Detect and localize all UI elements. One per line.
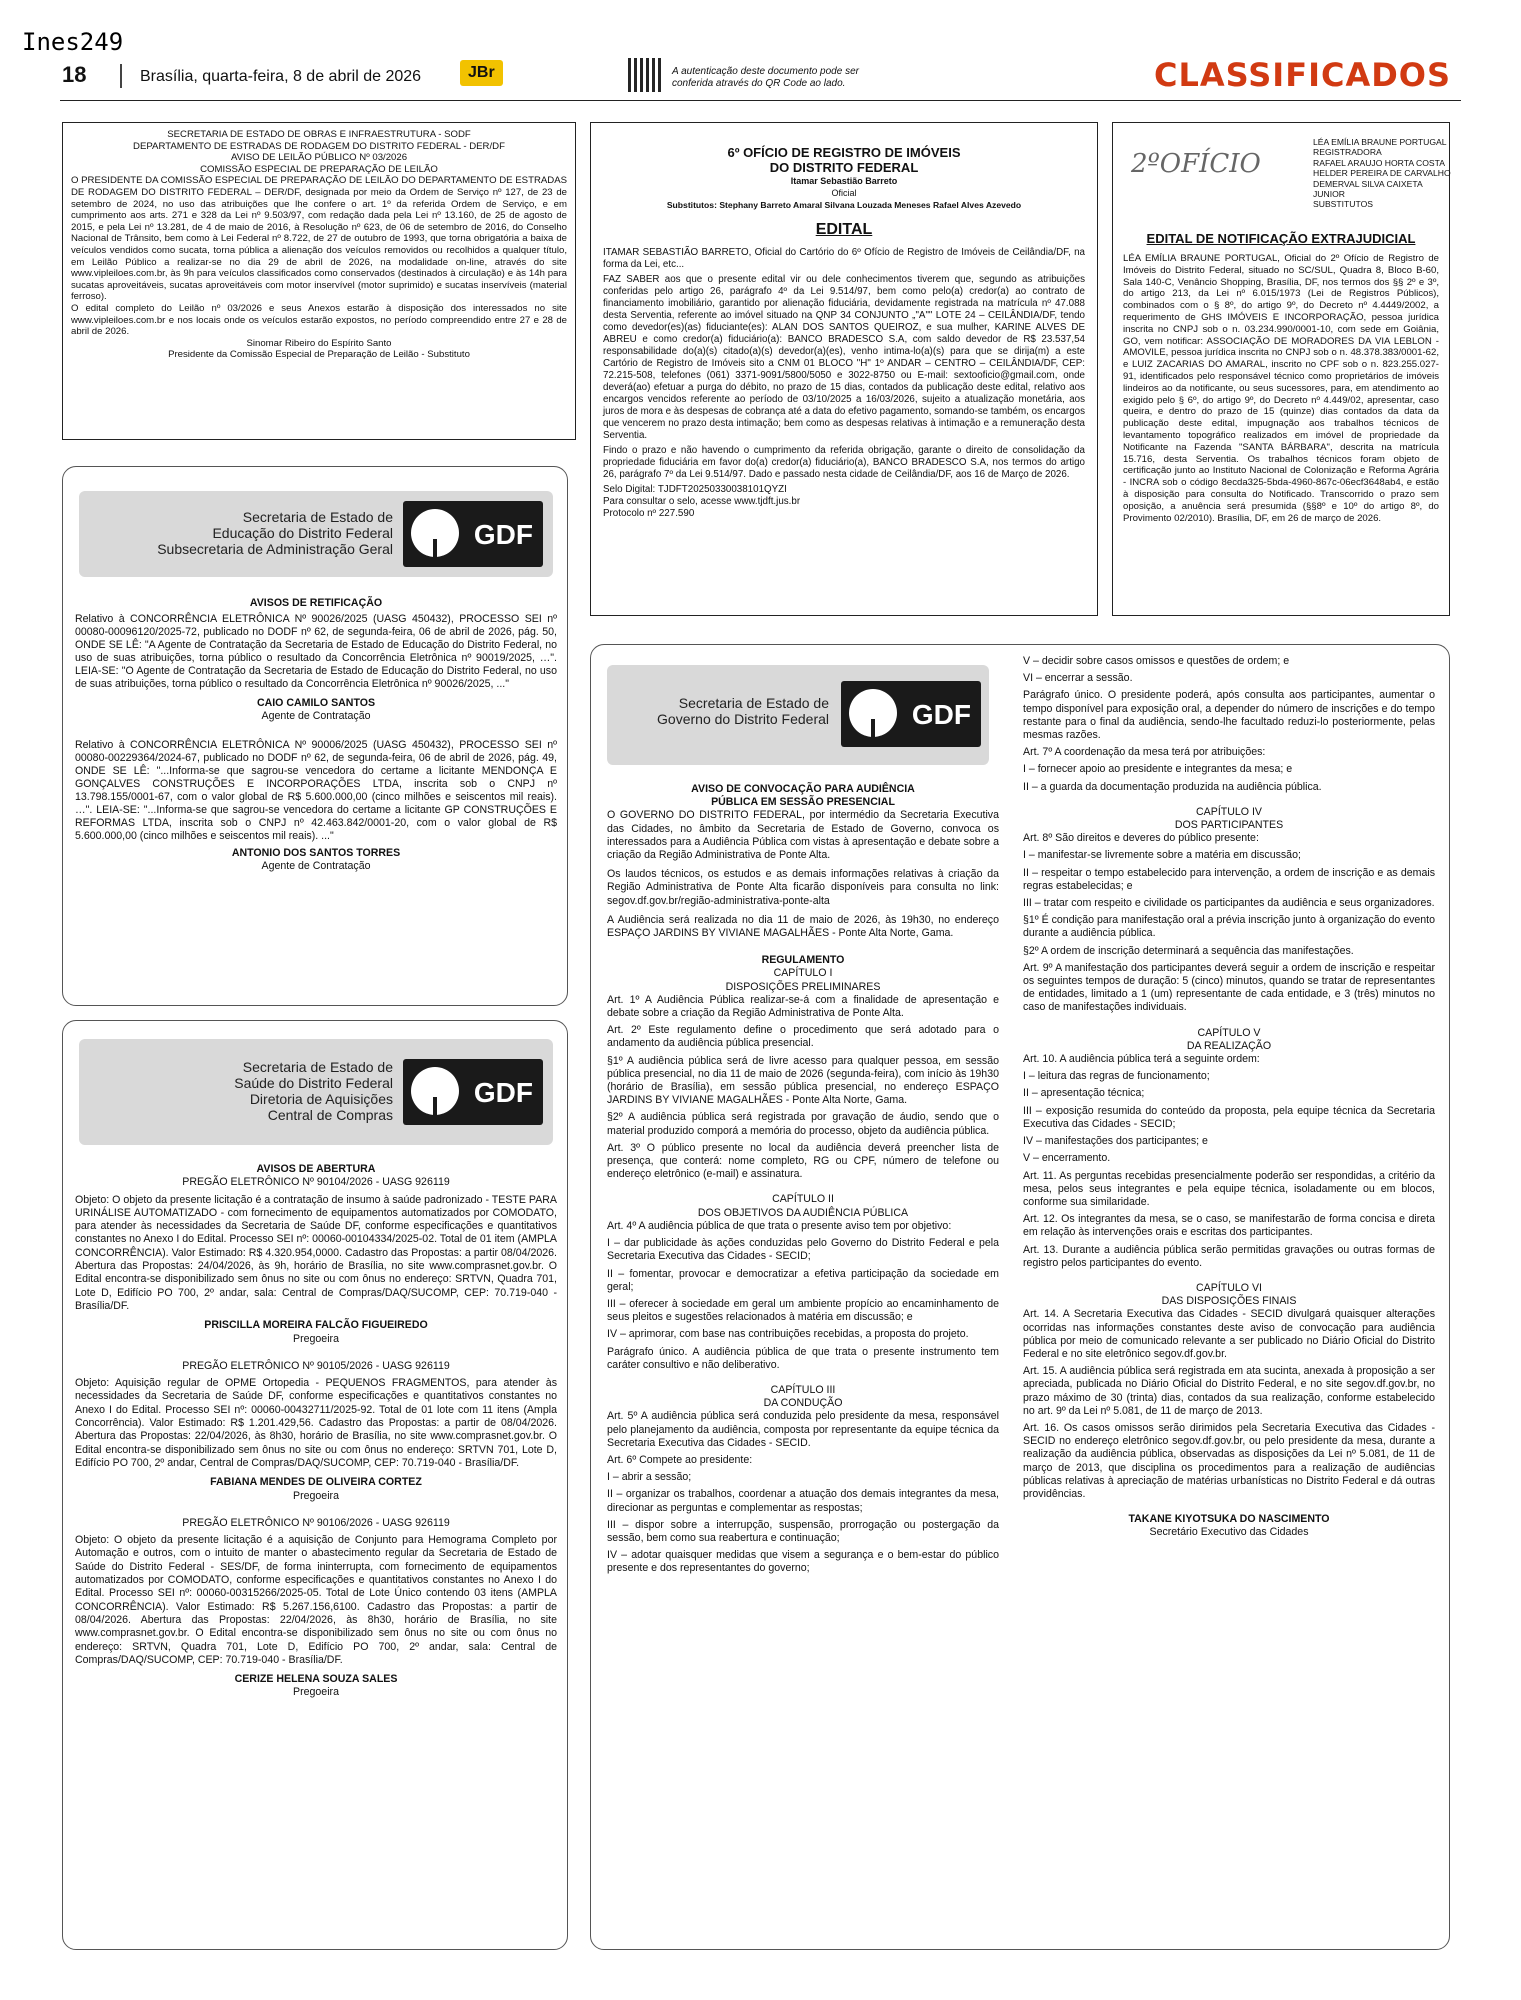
article-paragraph: IV – aprimorar, com base nas contribuições recebidas, a proposta do projeto. (607, 1328, 969, 1341)
section-heading: DAS DISPOSIÇÕES FINAIS (1161, 1295, 1297, 1308)
educacao-role-1: Agente de Contratação (261, 710, 371, 722)
educacao-org-2: Educação do Distrito Federal (212, 525, 393, 541)
article-paragraph: I – leitura das regras de funcionamento; (1023, 1070, 1210, 1083)
governo-notice (590, 644, 1450, 1950)
sexto-oficio-notice (590, 122, 1098, 616)
article-paragraph: V – encerramento. (1023, 1152, 1111, 1165)
article-paragraph: Art. 11. As perguntas recebidas presencialmente poderão ser respondidas, a critério da mesa, pelos seus integrantes e pela equipe técnica, isoladamente ou em blocos, conforme sua similaridade. (1023, 1169, 1435, 1208)
segundo-title: EDITAL DE NOTIFICAÇÃO EXTRAJUDICIAL (1146, 231, 1416, 246)
sexto-p2: FAZ SABER aos que o presente edital vir ou dele conhecimentos tiverem que, segundo as atribuições conferidas pelo artigo 26, parágrafo 4º da Lei 9.514/97, bem como pelo(a) credor(a) ao contrato de financiamento imobiliário, garantido por alienação fiduciária, devidamente registrada na matrícula nº 47.088 desta Serventia, referente ao imóvel situado na QNP 34 CONJUNTO „"A"" LOTE 24 – CEILÂNDIA/DF, tendo como devedor(es)(as) fiduciante(es): ALAN DOS SANTOS QUEIROZ, e sua mulher, KARINE ALVES DE ABREU e como credor(a) fiduciário(a): BANCO BRADESCO S.A, com saldo devedor de R$ 23.537,54 responsabilidade do(a)(s) citado(a)(s) devedor(a)(es), venho intima-lo(a)(s) para que se dirija(m) a este Cartório de Registro de Imóveis sito a CNM 01 BLOCO "H" 1º ANDAR – CENTRO – CEILÂNDIA/DF, CEP: 72.215-508, telefones (061) 3371-9091/5800/5050 e 3022-8750 ou E-mail: sextooficio@gmail.com, onde deverá(ao) efetuar a purga do débito, no prazo de 15 dias, contados da publicação deste edital, relativo aos encargos vencidos referente ao período de 03/10/2025 a 16/03/2026, sujeito a atualização monetária, aos juros de mora e às despesas de cobrança até a data do efetivo pagamento, somando-se também, os encargos que vencerem no prazo desta intimação; bem como as despesas relativas à intimação e a remuneração desta Serventia. (603, 274, 1085, 441)
sexto-title-1: 6º OFÍCIO DE REGISTRO DE IMÓVEIS (727, 145, 961, 160)
der-signer-role: Presidente da Comissão Especial de Preparação de Leilão - Substituto (168, 349, 470, 361)
sexto-selo: Selo Digital: TJDFT20250330038101QYZI (603, 484, 787, 495)
saude-p2: Objeto: Aquisição regular de OPME Ortopedia - PEQUENOS FRAGMENTOS, para atender às necessidades da Secretaria de Saúde DF, conforme especificações e quantitativos constantes no Anexo I do Edital. Processo SEI nº: 00060-00432711/2025-92. Total de 01 lote com 11 itens (Ampla Concorrência). Valor Estimado: R$ 1.201.429,56. Cadastro das Propostas: a partir de 08/04/2026. Abertura das Propostas: 22/04/2026, às 8h30, horário de Brasília, no site www.comprasnet.gov.br. O Edital encontra-se disponibilizado sem ônus no site ou com ônus no endereço: SRTVN 701, Lote D, Edifício PO 700, 2º andar, Central de Compras/DAQ/SUCOMP, CEP: 70.719-040 - Brasília/DF. (75, 1377, 557, 1469)
article-paragraph: II – organizar os trabalhos, coordenar a atuação dos demais integrantes da mesa, direcionar as perguntas e complementar as respostas; (607, 1488, 999, 1514)
segundo-staff-6: SUBSTITUTOS (1313, 199, 1374, 210)
article-paragraph: III – oferecer à sociedade em geral um ambiente propício ao encaminhamento de seus pleitos e sugestões relacionados à matéria em discussão; e (607, 1297, 999, 1324)
section-heading: TAKANE KIYOTSUKA DO NASCIMENTO (1128, 1513, 1330, 1526)
section-heading: CAPÍTULO V (1197, 1026, 1261, 1039)
article-paragraph: Parágrafo único. O presidente poderá, após consulta aos participantes, aumentar o tempo disponível para exposição oral, a depender do número de inscrições e do tempo restante para o final da audiência, sendo-lhe facultado reduzi-lo posteriormente, pelas mesmas razões. (1023, 689, 1435, 742)
gdf-logo (403, 1059, 543, 1125)
article-paragraph: IV – manifestações dos participantes; e (1023, 1135, 1208, 1148)
saude-role-2: Pregoeira (293, 1489, 339, 1502)
segundo-staff-2: REGISTRADORA (1313, 147, 1382, 158)
article-paragraph: Art. 14. A Secretaria Executiva das Cidades - SECID divulgará quaisquer alterações ocorridas nas informações constantes deste aviso de convocação para audiência pública por meio de comunicado relevante a ser publicado no Diário Oficial do Distrito Federal e no site eletrônico segov.df.gov.br. (1023, 1308, 1435, 1360)
article-paragraph: §2º A audiência pública será registrada por gravação de áudio, sendo que o material produzido comporá a memória do processo, objeto da audiência pública. (607, 1111, 999, 1137)
der-signer: Sinomar Ribeiro do Espírito Santo (246, 337, 392, 349)
article-paragraph: Art. 5º A audiência pública será conduzida pelo presidente da mesa, responsável pelo planejamento da audiência, composta por representante da equipe técnica da Secretaria Executiva das Cidades - SECID. (607, 1410, 999, 1449)
saude-banner (79, 1039, 553, 1145)
saude-signer-3: CERIZE HELENA SOUZA SALES (234, 1673, 398, 1686)
sexto-officer-role: Oficial (831, 188, 857, 198)
header-rule (60, 100, 1461, 101)
article-paragraph: I – abrir a sessão; (607, 1471, 692, 1484)
saude-title: AVISOS DE ABERTURA (256, 1163, 376, 1175)
section-heading: REGULAMENTO (761, 954, 845, 967)
article-paragraph: I – manifestar-se livremente sobre a matéria em discussão; (1023, 849, 1301, 862)
educacao-p2: Relativo à CONCORRÊNCIA ELETRÔNICA Nº 90006/2025 (UASG 450432), PROCESSO SEI nº 00080-00229364/2024-67, publicado no DODF nº 62, de segunda-feira, 06 de abril de 2026, pág. 49, ONDE SE LÊ: "...Informa-se que sagrou-se vencedora do certame a licitante MENDONÇA E GONÇALVES CONSTRUÇÕES E INCORPORAÇÕES LTDA, inscrita sob o CNPJ nº 13.798.155/0001-67, com o valor global de R$ 5.600.000,00 (cinco milhões e seiscentos mil reais). …". LEIA-SE: "...Informa-se que sagrou-se vencedora do certame a licitante GP CONSTRUÇÕES E REFORMAS LTDA, inscrita sob o CNPJ nº 42.463.842/0001-20, com o valor global de R$ 5.600.000,00 (cinco milhões e seiscentos mil reais). ..." (75, 739, 557, 842)
segundo-staff-1: LÉA EMÍLIA BRAUNE PORTUGAL (1313, 137, 1447, 147)
article-paragraph: Art. 10. A audiência pública terá a seguinte ordem: (1023, 1053, 1260, 1066)
segundo-oficio-logo: 2ºOFÍCIO (1131, 149, 1261, 179)
signer-role: Secretário Executivo das Cidades (1149, 1526, 1309, 1539)
der-header-2: DEPARTAMENTO DE ESTRADAS DE RODAGEM DO DISTRITO FEDERAL - DER/DF (133, 140, 505, 152)
segundo-staff-3: RAFAEL ARAUJO HORTA COSTA (1313, 157, 1445, 168)
tree-icon (411, 1067, 459, 1115)
saude-signer-2: FABIANA MENDES DE OLIVEIRA CORTEZ (210, 1476, 422, 1489)
article-paragraph: Art. 1º A Audiência Pública realizar-se-á com a finalidade de apresentação e debate sobre a criação da Região Administrativa de Ponte Alta. (607, 993, 999, 1020)
section-heading: DOS PARTICIPANTES (1174, 819, 1284, 832)
sexto-consulta[interactable]: Para consultar o selo, acesse www.tjdft.jus.br (603, 496, 801, 507)
governo-intro: O GOVERNO DO DISTRITO FEDERAL, por intermédio da Secretaria Executiva das Cidades, no âmbito da Secretaria de Estado de Governo, convoca os interessados para a Audiência Pública com vistas à apresentação e debate sobre a criação da Região Administrativa de Ponte Alta. (607, 809, 999, 862)
article-paragraph: Art. 15. A audiência pública será registrada em ata sucinta, anexada à proposição a ser apreciada, publicada no Diário Oficial do Distrito Federal, e no site segov.df.gov.br, no prazo máximo de 30 (trinta) dias, contados da sua realização, conforme estabelecido no art. 9º da Lei nº 5.081, de 11 de março de 2013. (1023, 1365, 1435, 1417)
educacao-signer-2: ANTONIO DOS SANTOS TORRES (231, 847, 401, 859)
article-paragraph: III – tratar com respeito e civilidade os participantes da audiência e seus organizadores. (1023, 897, 1435, 910)
tree-icon (849, 689, 897, 737)
page-number: 18 (62, 62, 87, 87)
segundo-staff-5: DEMERVAL SILVA CAIXETA JUNIOR (1313, 178, 1423, 200)
article-paragraph: II – respeitar o tempo estabelecido para intervenção, a ordem de inscrição e as demais regras estabelecidas; e (1023, 866, 1435, 892)
article-paragraph: I – dar publicidade às ações conduzidas pelo Governo do Distrito Federal e pela Secretaria Executiva das Cidades - SECID; (607, 1237, 999, 1263)
dateline: Brasília, quarta-feira, 8 de abril de 2026 (140, 68, 422, 85)
saude-org-2: Saúde do Distrito Federal (234, 1075, 393, 1091)
article-paragraph: II – apresentação técnica; (1023, 1087, 1145, 1100)
educacao-notice (62, 466, 568, 1006)
saude-role-3: Pregoeira (293, 1686, 339, 1699)
brand-logo: JBr (460, 60, 503, 86)
article-paragraph: Art. 2º Este regulamento define o procedimento que será adotado para o andamento da audiência pública presencial. (607, 1024, 999, 1050)
section-heading: CAPÍTULO I (773, 967, 833, 980)
saude-org-1: Secretaria de Estado de (242, 1059, 393, 1075)
gdf-logo (403, 501, 543, 567)
sexto-title-2: DO DISTRITO FEDERAL (769, 160, 919, 175)
section-heading: CAPÍTULO II (772, 1193, 834, 1206)
educacao-org-1: Secretaria de Estado de (242, 509, 393, 525)
article-paragraph: Art. 13. Durante a audiência pública serão permitidas gravações ou outras formas de registro pelos participantes do evento. (1023, 1243, 1435, 1269)
sexto-substitutes: Substitutos: Stephany Barreto Amaral Silvana Louzada Meneses Rafael Alves Azevedo (666, 200, 1022, 210)
article-paragraph: II – a guarda da documentação produzida na audiência pública. (1023, 780, 1322, 793)
sexto-officer: Itamar Sebastião Barreto (790, 176, 898, 186)
educacao-p1: Relativo à CONCORRÊNCIA ELETRÔNICA Nº 90026/2025 (UASG 450432), PROCESSO SEI nº 00080-00096120/2025-72, publicado no DODF nº 62, de segunda-feira, 06 de abril de 2026, pág. 50, ONDE SE LÊ: "A Agente de Contratação da Secretaria de Estado de Educação do Distrito Federal, no uso de suas atribuições, torna público o resultado da Concorrência Eletrônica nº 90019/2025, …". LEIA-SE: "O Agente de Contratação da Secretaria de Estado de Educação do Distrito Federal, no uso de suas atribuições, torna público o resultado da Concorrência Eletrônica nº 90026/2025, ..." (75, 613, 557, 690)
article-paragraph: §1º A audiência pública será de livre acesso para qualquer pessoa, em sessão pública presencial, no dia 11 de maio de 2026 (segunda-feira), com início às 19h30 (horário de Brasília), em sessão pública presencial, no endereço ESPAÇO JARDINS BY VIVIANE MAGALHÃES - Ponte Alta Norte, Gama. (607, 1054, 999, 1107)
section-heading: CAPÍTULO VI (1196, 1281, 1262, 1294)
der-body: O PRESIDENTE DA COMISSÃO ESPECIAL DE PREPARAÇÃO DE LEILÃO DO DEPARTAMENTO DE ESTRADAS DE RODAGEM DO DISTRITO FEDERAL – DER/DF, designada por meio da Ordem de Serviço nº 127, de 23 de setembro de 2024, no uso das atribuições que lhe confere o art. 1º da referida Ordem de Serviço, e em cumprimento aos arts. 271 e 328 da Lei nº 9.503/97, com redação dada pela Lei nº 13.160, de 25 de agosto de 2015, e pela Lei nº 13.281, de 4 de maio de 2016, à Resolução nº 623, de 06 de setembro de 2016, do Conselho Nacional de Trânsito, bem como à Lei Federal nº 8.722, de 27 de outubro de 1993, que torna obrigatória a baixa de veículos vendidos como sucata, torna pública a alienação dos veículos removidos ou recolhidos a qualquer título, em Leilão Público a realizar-se no dia 29 de abril de 2026, na modalidade on-line, através do site www.vipleiloes.com.br, às 9h para veículos classificados como conservados (destinados à circulação) e às 14h para sucatas aproveitáveis, sucatas aproveitáveis com motor inservível (motor suprimido) e sucatas inservíveis (material ferroso). (71, 175, 567, 303)
segundo-oficio-notice (1112, 122, 1450, 616)
section-heading: CAPÍTULO IV (1196, 805, 1262, 818)
article-paragraph: §2º A ordem de inscrição determinará a sequência das manifestações. (1023, 944, 1354, 957)
saude-p3: Objeto: O objeto da presente licitação é a aquisição de Conjunto para Hemograma Completo por Automação e outros, com o intuito de manter o abastecimento regular da Secretaria de Estado de Saúde do Distrito Federal - SES/DF, de forma ininterrupta, com fornecimento de equipamentos automatizados por COMODATO, conforme especificações e quantitativos constantes no Anexo I do Edital. Processo SEI nº: 00060-00315266/2025-05. Total de Lote Único contendo 03 itens (AMPLA CONCORRÊNCIA). Valor Estimado: R$ 5.267.156,6100. Cadastro das Propostas: a partir de 08/04/2026. Abertura das Propostas: 22/04/2026, às 8h30, horário de Brasília, no site www.comprasnet.gov.br. O Edital encontra-se disponibilizado sem ônus no site ou com ônus no endereço: SRTVN, Quadra 701, Lote D, Edifício PO 700, 2º andar, sala: Central de Compras/DAQ/SUCOMP, CEP: 70.719-040 - Brasília/DF. (75, 1534, 557, 1666)
article-paragraph: Art. 7º A coordenação da mesa terá por atribuições: (1023, 746, 1266, 759)
governo-org-2: Governo do Distrito Federal (657, 711, 829, 727)
saude-h3: PREGÃO ELETRÔNICO Nº 90106/2026 - UASG 926119 (182, 1516, 450, 1529)
der-notice (62, 122, 576, 440)
article-paragraph: V – decidir sobre casos omissos e questões de ordem; e (1023, 655, 1290, 667)
gdf-logo-text: GDF (473, 519, 533, 550)
article-paragraph: Art. 3º O público presente no local da audiência deverá preencher lista de presença, que conterá: nome completo, RG ou CPF, número de telefone ou endereço eletrônico (e-mail) e assinatura. (607, 1141, 999, 1181)
saude-h1: PREGÃO ELETRÔNICO Nº 90104/2026 - UASG 926119 (182, 1176, 450, 1189)
educacao-banner (79, 491, 553, 577)
header-divider (120, 64, 122, 88)
section-heading: CAPÍTULO III (770, 1383, 836, 1396)
article-paragraph: III – exposição resumida do conteúdo da proposta, pela equipe técnica da Secretaria Executiva das Cidades - SECID; (1023, 1104, 1435, 1130)
saude-role-1: Pregoeira (293, 1332, 339, 1345)
qr-code-icon (628, 58, 662, 92)
sexto-edital-title: EDITAL (815, 221, 873, 238)
der-body-2: O edital completo do Leilão nº 03/2026 e seus Anexos estarão à disposição dos interessados no site www.vipleiloes.com.br e nos locais onde os veículos estarão expostos, no período compreendido entre 27 e 28 de abril de 2026. (71, 302, 567, 338)
article-paragraph: III – dispor sobre a interrupção, suspensão, prorrogação ou postergação da sessão, bem como sua reabertura e continuação; (607, 1518, 999, 1544)
saude-signer-1: PRISCILLA MOREIRA FALCÃO FIGUEIREDO (204, 1319, 428, 1332)
governo-right-column (1023, 655, 1435, 1540)
article-paragraph: Art. 12. Os integrantes da mesa, se o caso, se manifestarão de forma concisa e direta em relação às intervenções orais e escritas dos participantes. (1023, 1213, 1435, 1239)
sexto-p1: ITAMAR SEBASTIÃO BARRETO, Oficial do Cartório do 6º Ofício de Registro de Imóveis de Ceilândia/DF, na forma da Lei, etc... (603, 247, 1085, 270)
der-header-1: SECRETARIA DE ESTADO DE OBRAS E INFRAESTRUTURA - SODF (167, 129, 471, 140)
article-paragraph: Art. 4º A audiência pública de que trata o presente aviso tem por objetivo: (607, 1219, 952, 1232)
educacao-role-2: Agente de Contratação (261, 860, 371, 872)
saude-org-3: Diretoria de Aquisições (249, 1091, 393, 1107)
segundo-staff-4: HELDER PEREIRA DE CARVALHO (1313, 168, 1451, 179)
governo-intro-3: A Audiência será realizada no dia 11 de maio de 2026, às 19h30, no endereço ESPAÇO JARDINS BY VIVIANE MAGALHÃES - Ponte Alta Norte, Gama. (607, 913, 999, 940)
governo-title-2: PÚBLICA EM SESSÃO PRESENCIAL (711, 796, 895, 809)
saude-notice (62, 1020, 568, 1950)
governo-left-column (607, 954, 999, 1575)
sexto-protocolo: Protocolo nº 227.590 (603, 508, 695, 519)
educacao-signer-1: CAIO CAMILO SANTOS (256, 697, 376, 709)
article-paragraph: I – fornecer apoio ao presidente e integrantes da mesa; e (1023, 763, 1293, 776)
saude-p1: Objeto: O objeto da presente licitação é a contratação de insumo à saúde padronizado - TESTE PARA URINÁLISE AUTOMATIZADO - com fornecimento de equipamentos automatizados por COMODATO, para atender às necessidades da Secretaria de Saúde DF, conforme especificações e quantitativos constantes no Anexo I do Edital. Processo SEI nº: 00060-00104334/2025-02. Total de 01 item (AMPLA CONCORRÊNCIA). Valor Estimado: R$ 4.320.954,0000. Cadastro das Propostas: a partir 08/04/2026. Abertura das Propostas: 24/04/2026, às 9h, horário de Brasília, no site www.comprasnet.gov.br. O Edital encontra-se disponibilizado sem ônus no site ou com ônus no endereço: SRTVN, Quadra 701, Lote D, Edifício PO 700, 2º andar, sala: Central de Compras/DAQ/SUCOMP, CEP: 70.719-040 - Brasília/DF. (75, 1193, 557, 1312)
educacao-title: AVISOS DE RETIFICAÇÃO (249, 597, 383, 609)
article-paragraph: §1º É condição para manifestação oral a prévia inscrição junto à organização do evento durante a audiência pública. (1023, 914, 1435, 940)
governo-intro-2: Os laudos técnicos, os estudos e as demais informações relativas à criação da Região Administrativa de Ponte Alta ficarão disponíveis para consulta no link: segov.df.gov.br/região-administrativa-ponte-alta (607, 868, 999, 907)
sexto-p3: Findo o prazo e não havendo o cumprimento da referida obrigação, garante o direito de consolidação da propriedade fiduciária em favor do(a) credor(a) fiduciário(a), BANCO BRADESCO S.A, nos termos do artigo 26, parágrafo 7º da Lei 9.514/97. Dado e passado nesta cidade de Ceilândia/DF, aos 16 de Março de 2026. (603, 445, 1085, 480)
section-heading: DA REALIZAÇÃO (1186, 1039, 1272, 1052)
gdf-logo-text: GDF (473, 1077, 533, 1108)
saude-org-4: Central de Compras (267, 1107, 393, 1123)
article-paragraph: Art. 9º A manifestação dos participantes deverá seguir a ordem de inscrição e respeitar os seguintes tempos de duração: 5 (cinco) minutos, quando se tratar de representantes de entidades, limitado a 1 (um) representante de cada entidade, e 3 (três) minutos no caso de manifestações individuais. (1023, 961, 1435, 1014)
article-paragraph: Art. 16. Os casos omissos serão dirimidos pela Secretaria Executiva das Cidades - SECID no endereço eletrônico segov.df.gov.br, ou pelo presidente da mesa, durante a realização da audiência pública, observadas as disposições da Lei nº 5.081, de 11 de março de 2013, que disciplina os procedimentos para a realização de audiências públicas relativas à apreciação de matérias urbanísticas no Distrito Federal e dá outras providências. (1023, 1421, 1435, 1500)
gdf-logo-text: GDF (911, 699, 971, 730)
article-paragraph: VI – encerrar a sessão. (1023, 672, 1133, 685)
governo-banner (607, 665, 989, 765)
section-heading: DOS OBJETIVOS DA AUDIÊNCIA PÚBLICA (697, 1206, 909, 1219)
governo-org-1: Secretaria de Estado de (678, 695, 829, 711)
saude-h2: PREGÃO ELETRÔNICO Nº 90105/2026 - UASG 926119 (182, 1359, 450, 1372)
der-header-4: COMISSÃO ESPECIAL DE PREPARAÇÃO DE LEILÃO (200, 163, 438, 175)
section-heading: DA CONDUÇÃO (763, 1397, 843, 1410)
segundo-body: LÉA EMÍLIA BRAUNE PORTUGAL, Oficial do 2º Ofício de Registro de Imóveis do Distrito Federal, situado no SC/SUL, Quadra 8, Bloco B-60, Sala 140-C, Venâncio Shopping, Brasília, DF, nos termos dos §§ 2º e 3º, do artigo 213, da Lei nº 6.015/1973 (Lei de Registros Públicos), combinados com o § 8º, do artigo 9º, do Decreto nº 4.4449/2002, a requerimento de GHS IMÓVEIS E INCORPORAÇÃO, pessoa jurídica inscrita no CNPJ sob o n. 03.234.990/0001-10, com sede em Goiânia, GO, vem notificar: ASSOCIAÇÃO DE MORADORES DA VIA LEBLON - AMOVILE, pessoa jurídica inscrita no CNPJ sob o n. 48.378.383/0001-62, e LUIZ ZACARIAS DO AMARAL, inscrito no CPF sob o n. 823.255.027-91, identificados pelo responsável técnico como proprietários de imóveis lindeiros ao da notificante, ou seus sucessores, para, em atendimento ao exigido pelo § 6º, do artigo 9º, do Decreto nº 4.449/02, apresentar, caso queira, e dentro do prazo de 15 (quinze) dias contados da data da publicação deste edital, impugnação aos trabalhos técnicos de levantamento topográfico realizados em imóvel de propriedade da Notificante na Fazenda "SANTA BÁRBARA", descrita na matrícula 15.716, desta Serventia. Os trabalhos técnicos foram objeto de certificação junto ao Instituto Nacional de Colonização e Reforma Agrária - INCRA sob o código 8ecda325-5bda-4960-867c-06ecf3648ab4, e estão à disposição para consulta do Notificado. Transcorrido o prazo sem oposição, a anuência será presumida (§§8º e 10º do artigo 8º, do Provimento 02/2010). Brasília, DF, em 26 de março de 2026. (1123, 253, 1439, 524)
section-heading: DISPOSIÇÕES PRELIMINARES (725, 980, 881, 993)
auth-note: A autenticação deste documento pode ser conferida através do QR Code ao lado. (672, 66, 859, 89)
article-paragraph: Art. 8º São direitos e deveres do público presente: (1023, 832, 1259, 845)
article-paragraph: II – fomentar, provocar e democratizar a efetiva participação da sociedade em geral; (607, 1267, 999, 1293)
article-paragraph: Art. 6º Compete ao presidente: (607, 1453, 753, 1466)
governo-title-1: AVISO DE CONVOCAÇÃO PARA AUDIÊNCIA (691, 783, 915, 795)
page-tag: Ines249 (22, 28, 124, 56)
gdf-logo (841, 681, 981, 747)
article-paragraph: IV – adotar quaisquer medidas que visem a segurança e o bem-estar do público presente e dos representantes do governo; (607, 1549, 999, 1575)
section-title: CLASSIFICADOS (1154, 56, 1452, 94)
educacao-org-3: Subsecretaria de Administração Geral (157, 541, 393, 557)
der-header-3: AVISO DE LEILÃO PÚBLICO Nº 03/2026 (230, 152, 408, 164)
tree-icon (411, 509, 459, 557)
article-paragraph: Parágrafo único. A audiência pública de que trata o presente instrumento tem caráter consultivo e não deliberativo. (607, 1345, 999, 1371)
